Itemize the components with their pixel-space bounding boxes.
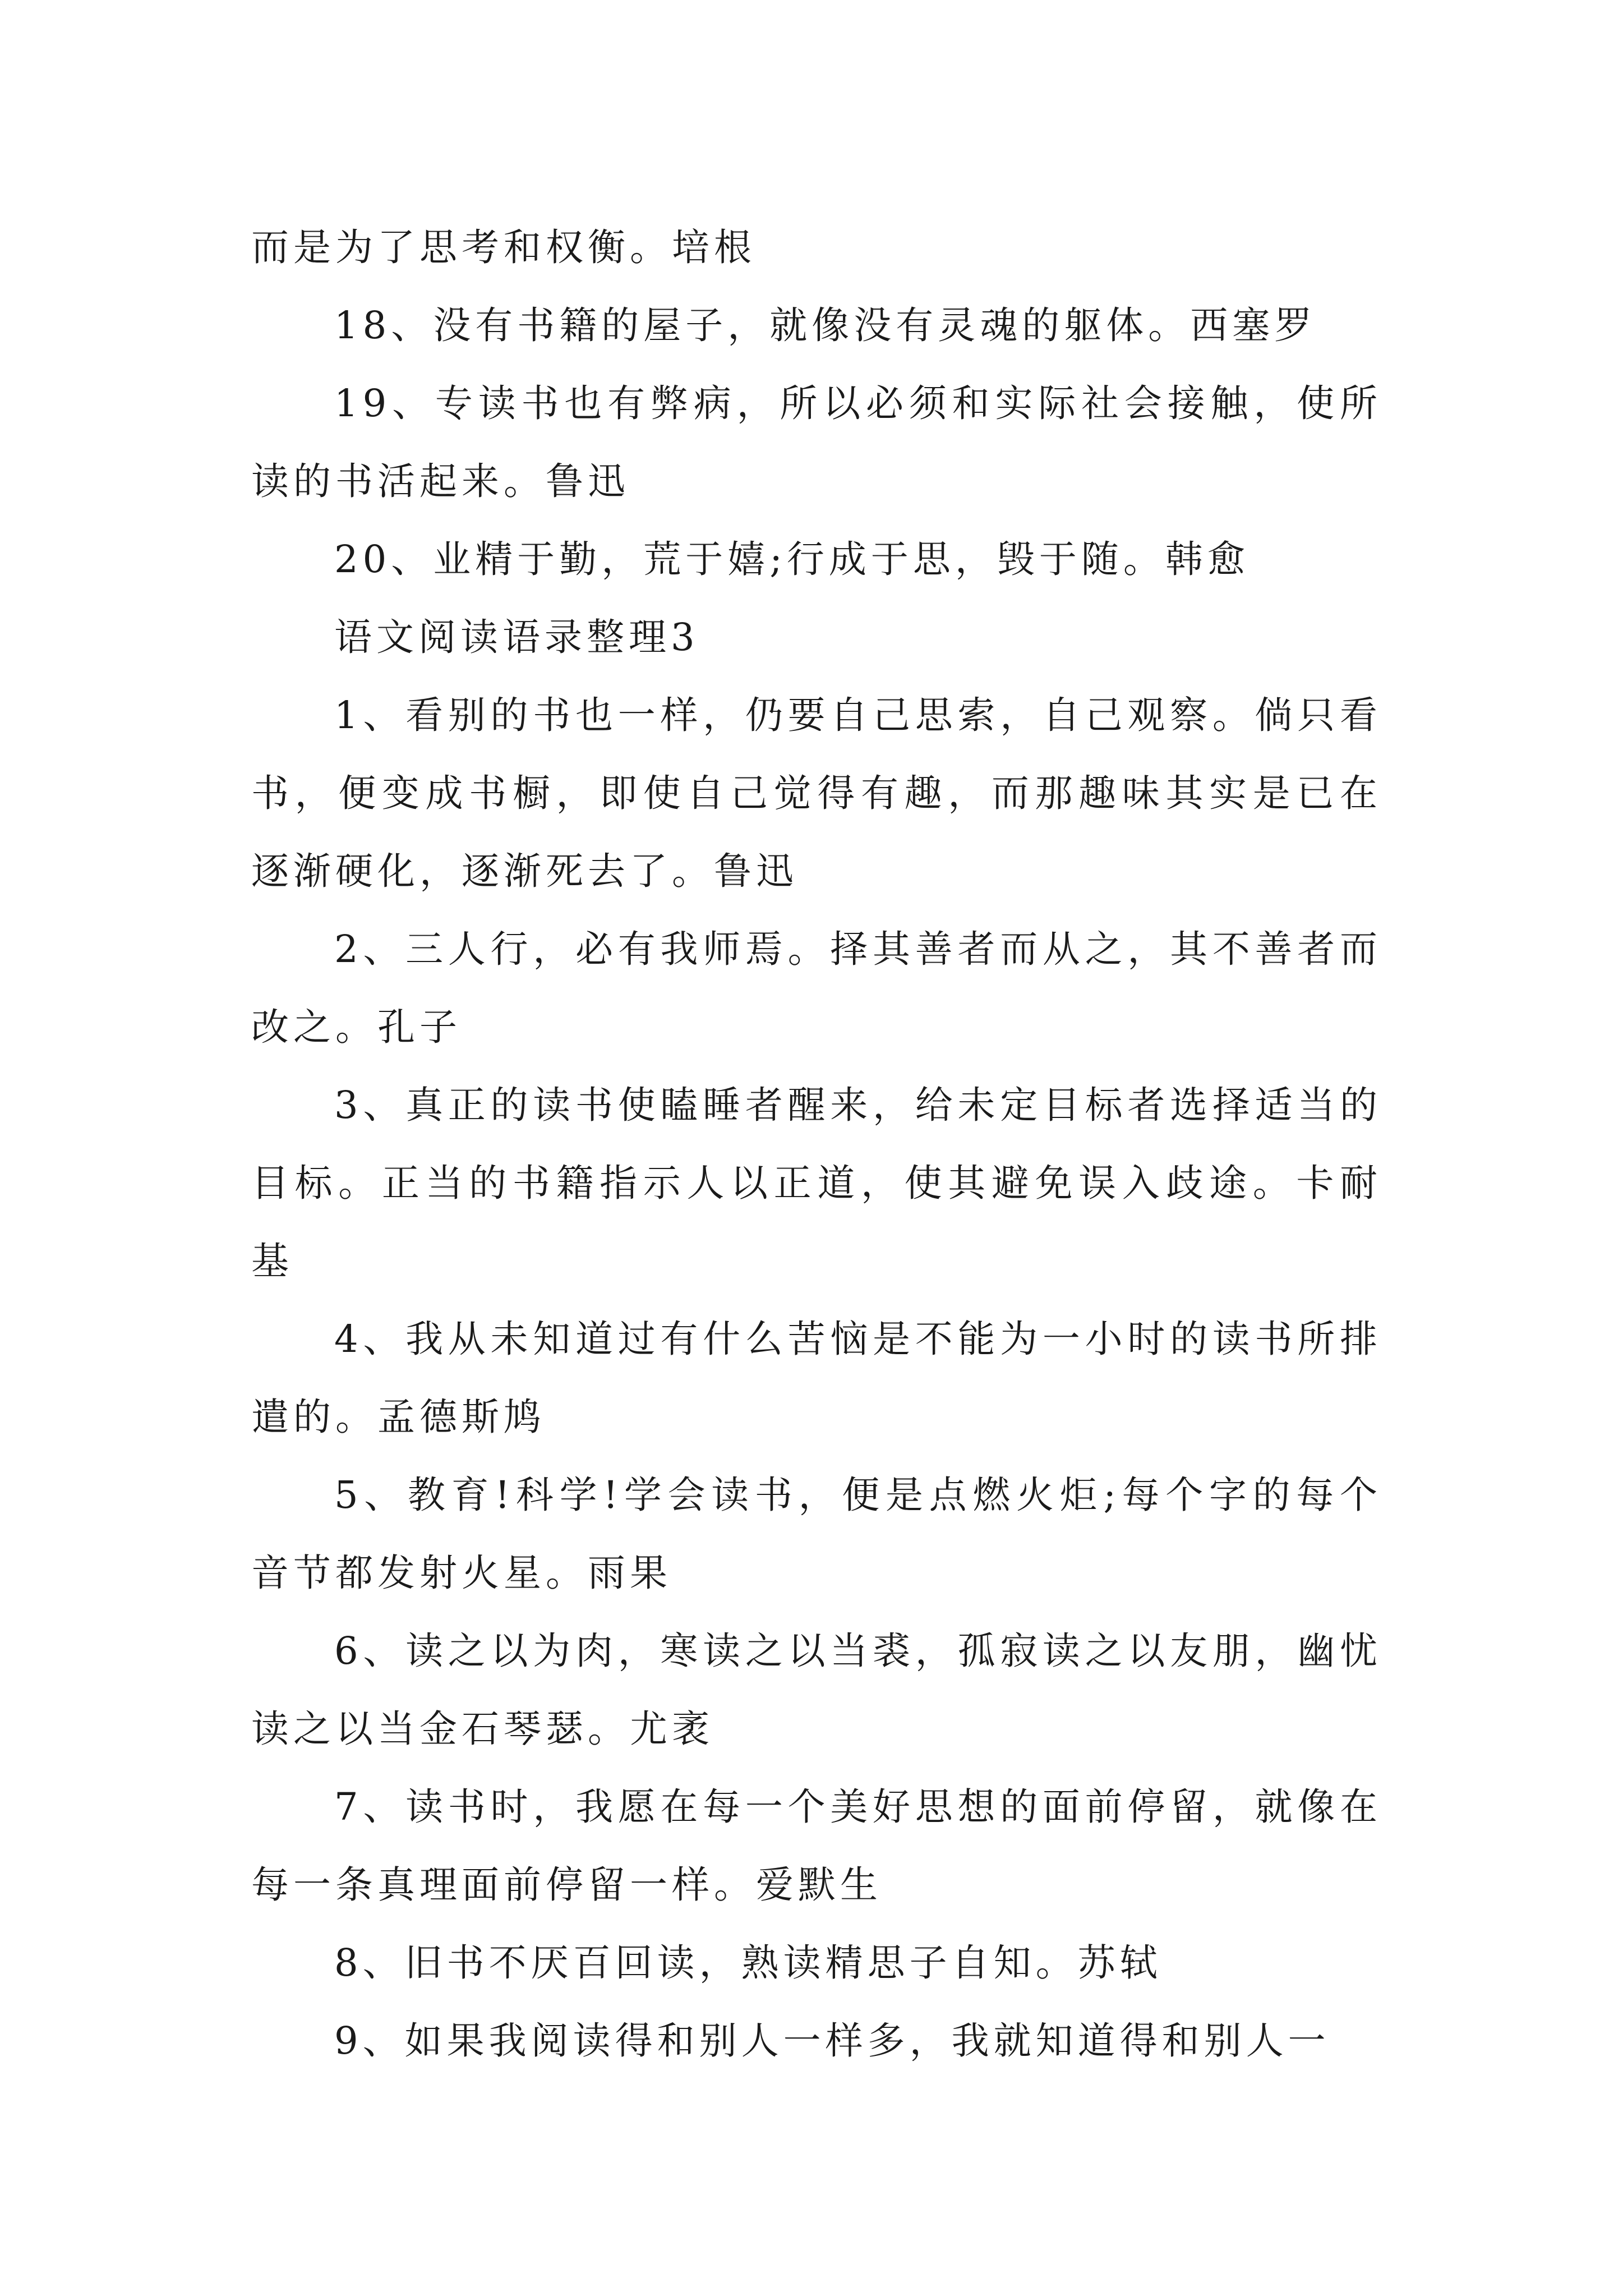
- quote-2: 2、三人行，必有我师焉。择其善者而从之，其不善者而改之。孔子: [251, 927, 1382, 1049]
- document-page: [251, 209, 1382, 2080]
- quote-8: 8、旧书不厌百回读，熟读精思子自知。苏轼: [334, 1941, 1162, 1985]
- quote-7: 7、读书时，我愿在每一个美好思想的面前停留，就像在每一条真理面前停留一样。爱默生: [251, 1785, 1382, 1907]
- section-heading: 语文阅读语录整理3: [334, 615, 699, 659]
- paragraph-continuation: 而是为了思考和权衡。培根: [251, 226, 756, 269]
- quote-20: 20、业精于勤，荒于嬉;行成于思，毁于随。韩愈: [334, 537, 1249, 581]
- quote-6: 6、读之以为肉，寒读之以当裘，孤寂读之以友朋，幽忧读之以当金石琴瑟。尤袤: [251, 1629, 1382, 1751]
- quote-4: 4、我从未知道过有什么苦恼是不能为一小时的读书所排遣的。孟德斯鸠: [251, 1317, 1382, 1439]
- quote-9: 9、如果我阅读得和别人一样多，我就知道得和别人一: [334, 2019, 1330, 2063]
- quote-3: 3、真正的读书使瞌睡者醒来，给未定目标者选择适当的目标。正当的书籍指示人以正道，使其避免误入歧途。卡耐基: [251, 1083, 1382, 1283]
- quote-19: 19、专读书也有弊病，所以必须和实际社会接触，使所读的书活起来。鲁迅: [251, 381, 1382, 503]
- quote-18: 18、没有书籍的屋子，就像没有灵魂的躯体。西塞罗: [334, 303, 1317, 347]
- quote-1: 1、看别的书也一样，仍要自己思索，自己观察。倘只看书，便变成书橱，即使自己觉得有趣，而那趣味其实是已在逐渐硬化，逐渐死去了。鲁迅: [251, 693, 1382, 893]
- quote-5: 5、教育!科学!学会读书，便是点燃火炬;每个字的每个音节都发射火星。雨果: [251, 1473, 1382, 1595]
